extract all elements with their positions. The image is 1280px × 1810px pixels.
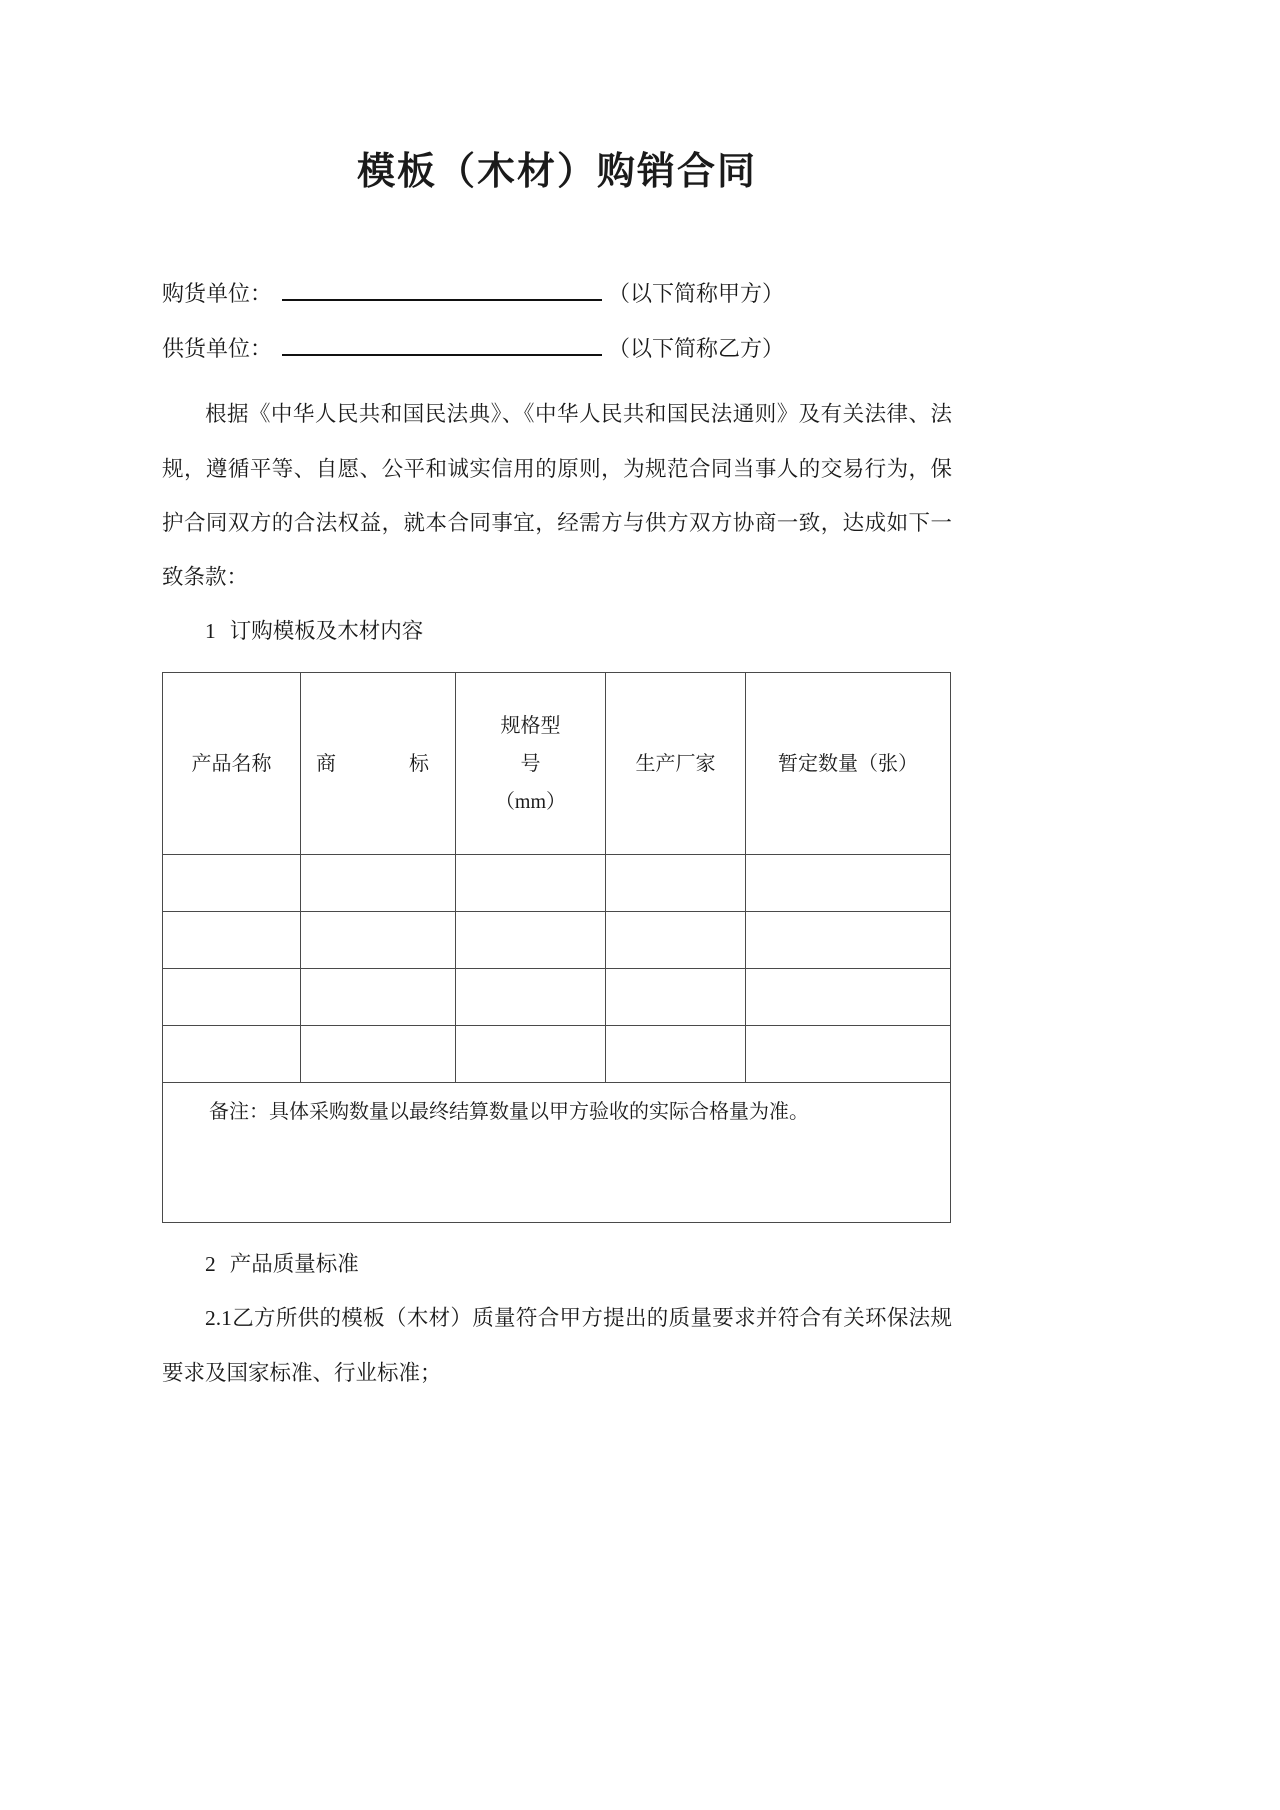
cell-trademark[interactable]	[301, 912, 456, 969]
cell-tentative-quantity[interactable]	[746, 1026, 951, 1083]
cell-product-name[interactable]	[163, 969, 301, 1026]
table-row[interactable]	[163, 969, 951, 1026]
document-content	[162, 0, 952, 1400]
clause-2-1: 2.1乙方所供的模板（木材）质量符合甲方提出的质量要求并符合有关环保法规要求及国家标准、行业标准；	[162, 1306, 952, 1385]
cell-trademark[interactable]	[301, 1026, 456, 1083]
preamble-paragraph: 根据《中华人民共和国民法典》、《中华人民共和国民法通则》及有关法律、法规，遵循平等、自愿、公平和诚实信用的原则，为规范合同当事人的交易行为，保护合同双方的合法权益，就本合同事宜，经需方与供方双方协商一致，达成如下一致条款：	[162, 402, 952, 589]
buyer-field-row	[162, 277, 952, 310]
section-2-number: 2	[205, 1252, 216, 1277]
cell-product-name[interactable]	[163, 1026, 301, 1083]
party-fields	[162, 277, 952, 365]
cell-trademark[interactable]	[301, 855, 456, 912]
supplier-input-blank[interactable]	[282, 334, 602, 356]
section-2-title: 产品质量标准	[229, 1252, 359, 1277]
table-row[interactable]	[163, 912, 951, 969]
header-manufacturer: 生产厂家	[606, 673, 746, 855]
section-heading-1	[162, 604, 952, 658]
header-spec-line-1: 规格型	[500, 714, 561, 737]
header-trademark	[301, 673, 456, 855]
cell-product-name[interactable]	[163, 912, 301, 969]
table-row[interactable]	[163, 1026, 951, 1083]
header-trademark-label: 商 标	[316, 752, 440, 775]
section-1-number: 1	[205, 619, 216, 644]
supplier-field-row	[162, 332, 952, 365]
table-header-row	[163, 673, 951, 855]
supplier-label: 供货单位：	[162, 336, 273, 362]
cell-spec-model[interactable]	[456, 1026, 606, 1083]
cell-spec-model[interactable]	[456, 969, 606, 1026]
table-row[interactable]	[163, 855, 951, 912]
cell-manufacturer[interactable]	[606, 912, 746, 969]
header-tentative-quantity: 暂定数量（张）	[746, 673, 951, 855]
header-product-name: 产品名称	[163, 673, 301, 855]
buyer-alias-note: （以下简称甲方）	[608, 281, 785, 307]
cell-tentative-quantity[interactable]	[746, 855, 951, 912]
table-remark-text: 备注：具体采购数量以最终结算数量以甲方验收的实际合格量为准。	[163, 1083, 951, 1223]
header-spec-model	[456, 673, 606, 855]
cell-tentative-quantity[interactable]	[746, 912, 951, 969]
cell-spec-model[interactable]	[456, 855, 606, 912]
cell-product-name[interactable]	[163, 855, 301, 912]
section-1-title: 订购模板及木材内容	[229, 619, 424, 644]
page-title: 模板（木材）购销合同	[356, 151, 757, 193]
supplier-alias-note: （以下简称乙方）	[608, 336, 785, 362]
order-items-table	[162, 672, 951, 1223]
cell-manufacturer[interactable]	[606, 855, 746, 912]
buyer-label: 购货单位：	[162, 281, 273, 307]
cell-tentative-quantity[interactable]	[746, 969, 951, 1026]
cell-manufacturer[interactable]	[606, 969, 746, 1026]
buyer-input-blank[interactable]	[282, 279, 602, 301]
table-remark-row	[163, 1083, 951, 1223]
header-spec-unit: （mm）	[494, 790, 567, 813]
cell-spec-model[interactable]	[456, 912, 606, 969]
lower-sections	[162, 1237, 952, 1400]
header-spec-line-2: 号	[520, 752, 541, 775]
section-heading-2	[162, 1237, 952, 1291]
cell-trademark[interactable]	[301, 969, 456, 1026]
cell-manufacturer[interactable]	[606, 1026, 746, 1083]
